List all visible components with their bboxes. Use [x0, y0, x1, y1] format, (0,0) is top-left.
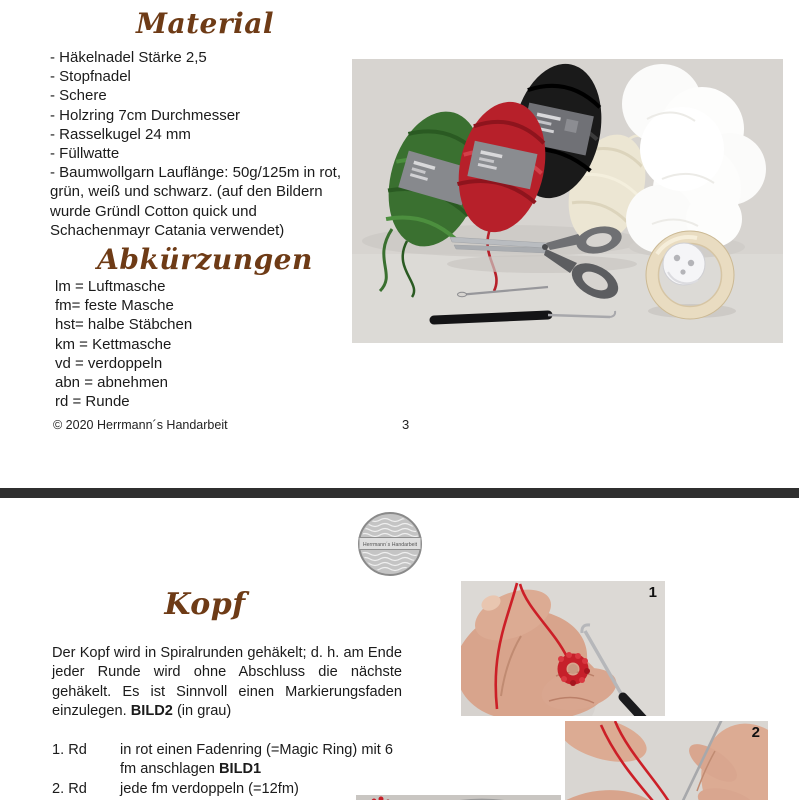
intro-paragraph: [52, 644, 402, 721]
page-number: 3: [402, 417, 410, 432]
step-row: [52, 741, 414, 780]
abbreviation-item: abn = abnehmen: [55, 374, 169, 392]
abbreviation-item: hst= halbe Stäbchen: [55, 316, 193, 334]
material-item: - Stopfnadel: [50, 68, 131, 86]
intro-text: Der Kopf wird in Spiralrunden gehäkelt; d. h. am Ende jeder Runde wird ohne Abschluss die nächste gehäkelt. Es ist Sinnvoll einen Markierungsfaden einzulegen.: [52, 645, 402, 719]
round-text-line: in rot einen Fadenring (=Magic Ring) mit 6: [120, 742, 393, 758]
figure-bild3-sliver: [356, 795, 561, 800]
material-item: - Füllwatte: [50, 145, 120, 163]
round-label: 2. Rd: [52, 780, 87, 797]
round-text-line: fm anschlagen: [120, 761, 219, 778]
page-separator: [0, 488, 799, 498]
abbreviations-heading: Abkürzungen: [97, 243, 313, 276]
abbreviations-list: [55, 277, 315, 411]
materials-photo: [352, 59, 783, 343]
material-list: [50, 48, 356, 240]
brand-logo-graphic: [356, 510, 424, 578]
material-item: - Baumwollgarn Lauflänge: 50g/125m in rot, grün, weiß und schwarz. (auf den Bildern wurde Gründl Cotton quick und Schachenmayr Catania verwendet): [50, 164, 342, 239]
figure-bild2: [565, 721, 768, 800]
bild2-graphic: [565, 721, 768, 800]
abbreviation-item: lm = Luftmasche: [55, 278, 166, 295]
bild3-graphic: [356, 795, 561, 800]
materials-photo-graphic: [352, 59, 783, 343]
figure-bild1: [461, 581, 665, 716]
intro-tail: (in grau): [172, 702, 232, 719]
abbreviation-item: km = Kettmasche: [55, 335, 172, 353]
figure-number: 2: [751, 724, 760, 741]
material-item: - Schere: [50, 87, 107, 105]
round-instructions: [52, 741, 414, 799]
abbreviation-item: vd = verdoppeln: [55, 354, 163, 372]
material-item: - Häkelnadel Stärke 2,5: [50, 49, 207, 66]
rattle-ball: [663, 243, 705, 285]
material-heading: Material: [135, 7, 275, 40]
bild1-reference: BILD1: [218, 761, 262, 778]
abbreviation-item: rd = Runde: [55, 393, 130, 411]
round-text: [120, 741, 414, 780]
abbreviation-item: fm= feste Masche: [55, 297, 174, 315]
material-item: - Rasselkugel 24 mm: [50, 125, 191, 143]
bild1-graphic: [461, 581, 665, 716]
figure-number: 1: [648, 584, 657, 601]
round-label: 1. Rd: [52, 742, 87, 758]
copyright-text: © 2020 Herrmann´s Handarbeit: [53, 418, 228, 432]
kopf-heading: Kopf: [164, 587, 246, 622]
brand-logo-text: Herrmann´s Handarbeit: [362, 542, 418, 548]
material-item: - Holzring 7cm Durchmesser: [50, 106, 241, 124]
round-text-line: jede fm verdoppeln (=12fm): [120, 780, 299, 797]
brand-logo: [356, 510, 424, 578]
bild2-reference: BILD2: [130, 702, 173, 719]
